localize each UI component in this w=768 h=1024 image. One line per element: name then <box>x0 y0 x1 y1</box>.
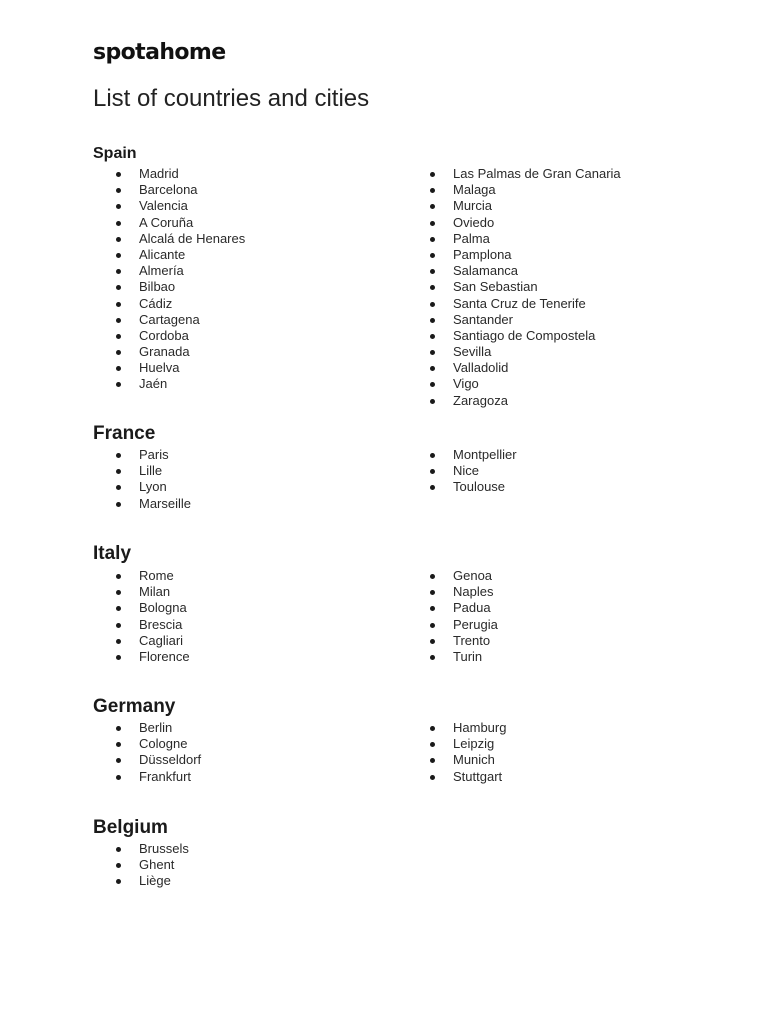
bullet-icon <box>116 742 121 747</box>
city-name: Palma <box>453 230 490 246</box>
country-heading: Italy <box>93 543 132 564</box>
bullet-icon <box>430 742 435 747</box>
city-list-item <box>427 752 506 768</box>
city-list-right <box>427 447 517 496</box>
bullet-icon <box>116 253 121 258</box>
city-list-item <box>113 568 190 584</box>
city-name: Santiago de Compostela <box>453 327 596 343</box>
city-name: Cordoba <box>139 327 189 343</box>
city-list-item <box>427 231 621 247</box>
city-name: Genoa <box>453 568 493 583</box>
city-name: Pamplona <box>453 246 512 262</box>
bullet-icon <box>430 623 435 628</box>
city-list-item <box>113 247 245 263</box>
city-list-item <box>427 393 621 409</box>
city-list-left <box>113 568 190 665</box>
bullet-icon <box>430 574 435 579</box>
city-name: Lyon <box>139 479 167 495</box>
country-heading: France <box>93 423 156 444</box>
city-name: Marseille <box>139 495 192 511</box>
city-list-item <box>113 479 191 495</box>
city-list-right <box>427 720 506 785</box>
bullet-icon <box>430 269 435 274</box>
city-name: Cartagena <box>139 311 200 327</box>
city-name: Milan <box>139 584 171 600</box>
bullet-icon <box>430 285 435 290</box>
city-list-item <box>113 360 245 376</box>
city-list-item <box>427 376 621 392</box>
city-name: Alicante <box>139 246 186 262</box>
bullet-icon <box>430 366 435 371</box>
bullet-icon <box>116 639 121 644</box>
city-name: Nice <box>453 463 480 479</box>
bullet-icon <box>116 863 121 868</box>
city-name: Lille <box>139 463 163 479</box>
city-name: Munich <box>453 752 495 768</box>
city-name: Turin <box>453 648 483 664</box>
city-name: Alcalá de Henares <box>139 230 246 246</box>
bullet-icon <box>116 350 121 355</box>
city-list-item <box>113 279 245 295</box>
city-list-left <box>113 166 245 393</box>
bullet-icon <box>430 758 435 763</box>
city-name: Huelva <box>139 360 180 376</box>
city-name: Cologne <box>139 736 188 752</box>
city-name: Hamburg <box>453 720 507 735</box>
bullet-icon <box>430 655 435 660</box>
bullet-icon <box>116 469 121 474</box>
city-name: Paris <box>139 447 169 462</box>
city-list-left <box>113 720 201 785</box>
bullet-icon <box>116 334 121 339</box>
city-name: Bilbao <box>139 279 176 295</box>
city-list-item <box>427 447 517 463</box>
city-name: Madrid <box>139 166 179 181</box>
city-name: Brussels <box>139 841 189 856</box>
bullet-icon <box>116 237 121 242</box>
bullet-icon <box>116 285 121 290</box>
city-list-item <box>427 279 621 295</box>
city-name: Jaén <box>139 376 168 392</box>
bullet-icon <box>116 172 121 177</box>
country-section-italy <box>93 543 733 664</box>
city-list-item <box>427 736 506 752</box>
bullet-icon <box>116 485 121 490</box>
city-list-item <box>113 633 190 649</box>
city-name: Cagliari <box>139 632 184 648</box>
bullet-icon <box>116 382 121 387</box>
city-name: Salamanca <box>453 263 519 279</box>
city-name: Trento <box>453 632 491 648</box>
bullet-icon <box>116 366 121 371</box>
country-heading: Belgium <box>93 817 168 838</box>
bullet-icon <box>116 574 121 579</box>
city-list-item <box>113 344 245 360</box>
city-name: Valladolid <box>453 360 509 376</box>
bullet-icon <box>116 204 121 209</box>
city-list-item <box>113 312 245 328</box>
city-list-item <box>427 568 498 584</box>
country-heading: Spain <box>93 145 137 162</box>
city-list-item <box>113 231 245 247</box>
bullet-icon <box>430 172 435 177</box>
city-name: Cádiz <box>139 295 173 311</box>
city-name: Sevilla <box>453 344 492 360</box>
bullet-icon <box>430 318 435 323</box>
bullet-icon <box>430 485 435 490</box>
city-list-item <box>427 600 498 616</box>
city-list-item <box>113 769 201 785</box>
city-name: Murcia <box>453 198 493 214</box>
city-name: San Sebastian <box>453 279 538 295</box>
city-list-item <box>427 182 621 198</box>
city-list-item <box>427 344 621 360</box>
city-name: Oviedo <box>453 214 495 230</box>
city-list-item <box>427 328 621 344</box>
bullet-icon <box>430 775 435 780</box>
city-name: Leipzig <box>453 736 495 752</box>
city-list-item <box>113 447 191 463</box>
city-list-item <box>113 215 245 231</box>
country-section-germany <box>93 696 733 784</box>
bullet-icon <box>430 726 435 731</box>
city-name: Ghent <box>139 857 175 873</box>
city-name: Valencia <box>139 198 188 214</box>
city-list-item <box>113 736 201 752</box>
city-list-item <box>113 857 189 873</box>
city-name: Toulouse <box>453 479 506 495</box>
city-name: Florence <box>139 648 190 664</box>
bullet-icon <box>430 639 435 644</box>
city-list-item <box>113 463 191 479</box>
city-list-item <box>113 198 245 214</box>
bullet-icon <box>430 188 435 193</box>
bullet-icon <box>430 204 435 209</box>
city-list-item <box>113 584 190 600</box>
city-name: A Coruña <box>139 214 194 230</box>
city-name: Montpellier <box>453 447 517 462</box>
city-list-item <box>427 769 506 785</box>
city-list-item <box>427 360 621 376</box>
city-name: Liège <box>139 873 171 889</box>
city-list-item <box>113 841 189 857</box>
bullet-icon <box>116 302 121 307</box>
bullet-icon <box>430 253 435 258</box>
city-name: Stuttgart <box>453 768 503 784</box>
bullet-icon <box>116 879 121 884</box>
city-list-left <box>113 841 189 890</box>
city-name: Rome <box>139 568 174 583</box>
city-list-item <box>113 166 245 182</box>
bullet-icon <box>116 269 121 274</box>
city-list-item <box>427 617 498 633</box>
bullet-icon <box>430 399 435 404</box>
city-name: Granada <box>139 344 190 360</box>
city-name: Perugia <box>453 616 498 632</box>
city-list-item <box>113 182 245 198</box>
bullet-icon <box>430 382 435 387</box>
city-list-item <box>427 312 621 328</box>
bullet-icon <box>116 847 121 852</box>
city-name: Las Palmas de Gran Canaria <box>453 166 621 181</box>
city-name: Santa Cruz de Tenerife <box>453 295 586 311</box>
city-name: Almería <box>139 263 184 279</box>
bullet-icon <box>430 590 435 595</box>
city-list-item <box>427 479 517 495</box>
city-name: Berlin <box>139 720 173 735</box>
bullet-icon <box>430 221 435 226</box>
bullet-icon <box>116 502 121 507</box>
city-list-item <box>427 166 621 182</box>
city-list-item <box>427 198 621 214</box>
bullet-icon <box>430 350 435 355</box>
city-name: Zaragoza <box>453 392 508 408</box>
bullet-icon <box>116 221 121 226</box>
bullet-icon <box>116 318 121 323</box>
city-list-item <box>427 296 621 312</box>
city-list-right <box>427 568 498 665</box>
city-list-item <box>113 376 245 392</box>
city-list-left <box>113 447 191 512</box>
city-name: Naples <box>453 584 494 600</box>
city-name: Frankfurt <box>139 768 192 784</box>
city-list-item <box>113 328 245 344</box>
page-title: List of countries and cities <box>93 85 370 112</box>
city-list-item <box>427 649 498 665</box>
bullet-icon <box>116 188 121 193</box>
country-section-spain <box>93 145 733 408</box>
city-list-item <box>427 215 621 231</box>
city-list-item <box>113 649 190 665</box>
city-name: Padua <box>453 600 491 616</box>
bullet-icon <box>116 623 121 628</box>
bullet-icon <box>116 758 121 763</box>
city-list-item <box>427 263 621 279</box>
city-list-item <box>113 600 190 616</box>
bullet-icon <box>430 334 435 339</box>
bullet-icon <box>116 453 121 458</box>
city-name: Vigo <box>453 376 479 392</box>
city-name: Brescia <box>139 616 183 632</box>
city-name: Bologna <box>139 600 187 616</box>
city-list-item <box>113 720 201 736</box>
city-name: Malaga <box>453 182 496 198</box>
bullet-icon <box>430 606 435 611</box>
spotahome-logo: spotahome <box>93 40 226 65</box>
country-section-belgium <box>93 817 733 889</box>
city-list-right <box>427 166 621 409</box>
city-list-item <box>427 247 621 263</box>
city-name: Düsseldorf <box>139 752 202 768</box>
bullet-icon <box>116 775 121 780</box>
bullet-icon <box>116 606 121 611</box>
city-list-item <box>113 873 189 889</box>
city-list-item <box>113 296 245 312</box>
bullet-icon <box>430 469 435 474</box>
city-name: Barcelona <box>139 182 198 198</box>
bullet-icon <box>430 453 435 458</box>
bullet-icon <box>116 590 121 595</box>
city-list-item <box>113 496 191 512</box>
city-list-item <box>113 617 190 633</box>
bullet-icon <box>116 655 121 660</box>
bullet-icon <box>430 302 435 307</box>
city-list-item <box>427 720 506 736</box>
city-list-item <box>427 463 517 479</box>
city-list-item <box>427 584 498 600</box>
bullet-icon <box>116 726 121 731</box>
city-list-item <box>113 752 201 768</box>
city-list-item <box>427 633 498 649</box>
city-name: Santander <box>453 311 513 327</box>
city-list-item <box>113 263 245 279</box>
bullet-icon <box>430 237 435 242</box>
country-heading: Germany <box>93 696 176 717</box>
country-section-france <box>93 423 733 511</box>
